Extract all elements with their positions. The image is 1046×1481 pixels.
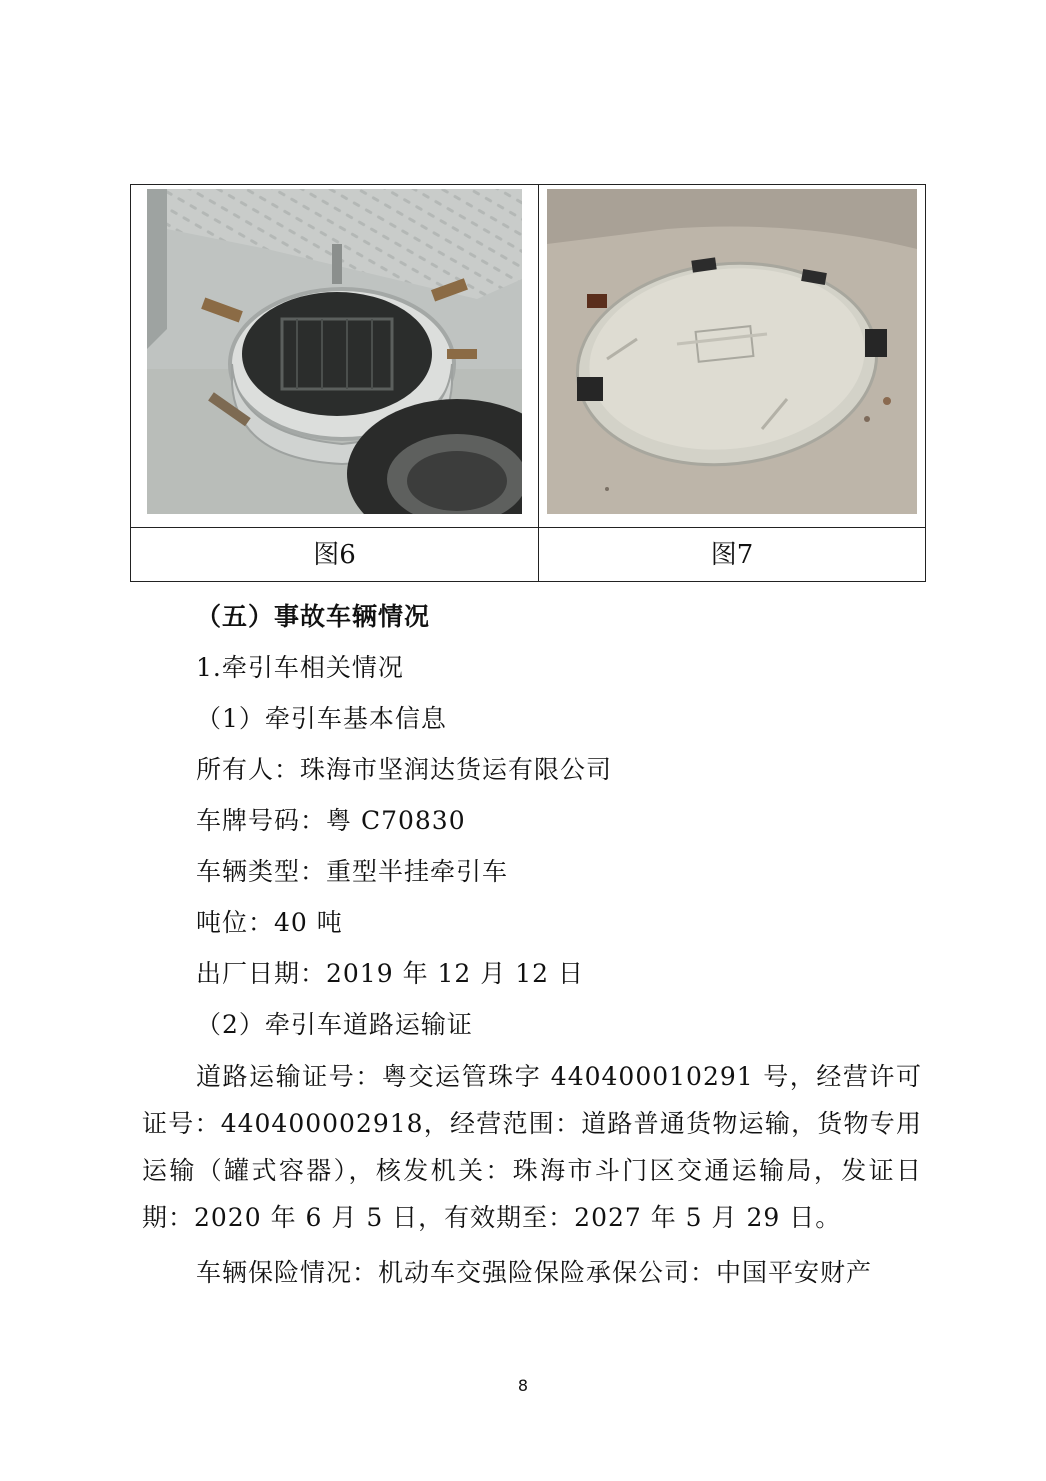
owner-line: 所有人：珠海市坚润达货运有限公司 [196, 755, 613, 784]
section-heading: （五）事故车辆情况 [196, 602, 431, 631]
hatch-cover-image [547, 189, 917, 514]
subheading-tractor: 1.牵引车相关情况 [196, 653, 404, 682]
manufacture-date-line: 出厂日期：2019 年 12 月 12 日 [196, 959, 584, 988]
transport-permit-paragraph: 道路运输证号：粤交运管珠字 440400010291 号，经营许可证号：440400002918，经营范围：道路普通货物运输，货物专用运输（罐式容器），核发机关：珠海市斗门区交通运输局，发证日期：2020 年 6 月 5 日，有效期至：2027 年 5 月 29 日。 [142, 1062, 922, 1232]
open-hatch-image [147, 189, 522, 514]
table-divider-vertical [538, 185, 539, 581]
figure-table [130, 184, 926, 582]
figure-7-photo [547, 189, 917, 514]
table-divider-horizontal [131, 527, 925, 528]
insurance-paragraph: 车辆保险情况：机动车交强险保险承保公司：中国平安财产 [196, 1258, 873, 1287]
figure-7-caption: 图7 [710, 540, 754, 570]
vehicle-type-line: 车辆类型：重型半挂牵引车 [196, 857, 509, 886]
figure-6-caption: 图6 [313, 540, 356, 570]
page-number: 8 [517, 1376, 529, 1395]
subheading-basic-info: （1）牵引车基本信息 [196, 704, 447, 733]
subheading-transport-permit: （2）牵引车道路运输证 [196, 1010, 473, 1039]
figure-6-photo [147, 189, 522, 514]
tonnage-line: 吨位：40 吨 [196, 908, 343, 937]
plate-line: 车牌号码：粤 C70830 [196, 806, 466, 835]
